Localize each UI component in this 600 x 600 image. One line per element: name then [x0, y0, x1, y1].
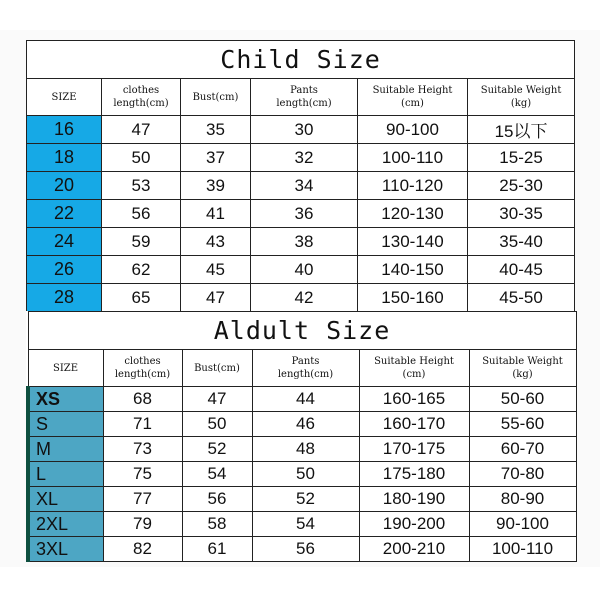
child-size-table: [26, 40, 575, 312]
table-cell: 82: [103, 537, 182, 562]
table-row: [28, 437, 576, 462]
table-cell: 15-25: [468, 144, 575, 172]
table-cell: 40-45: [468, 256, 575, 284]
size-label-cell: 18: [27, 144, 102, 172]
table-cell: 45: [181, 256, 251, 284]
table-cell: 38: [251, 228, 358, 256]
adult-size-title: Aldult Size: [28, 312, 576, 350]
table-cell: 175-180: [359, 462, 469, 487]
size-label-cell: M: [28, 437, 103, 462]
table-cell: 71: [103, 412, 182, 437]
table-cell: 100-110: [358, 144, 468, 172]
table-cell: 73: [103, 437, 182, 462]
adult-size-table: [26, 311, 577, 562]
size-label-cell: XL: [28, 487, 103, 512]
child-header-row: [27, 79, 575, 116]
size-label-cell: 16: [27, 116, 102, 144]
table-cell: 47: [182, 387, 252, 412]
table-cell: 52: [252, 487, 359, 512]
table-cell: 54: [252, 512, 359, 537]
table-cell: 53: [102, 172, 181, 200]
table-row: [27, 228, 575, 256]
size-label-cell: 20: [27, 172, 102, 200]
table-cell: 39: [181, 172, 251, 200]
child-header-3: Pants length(cm): [251, 79, 358, 116]
table-row: [27, 144, 575, 172]
adult-header-3: Pants length(cm): [252, 350, 359, 387]
table-cell: 56: [252, 537, 359, 562]
table-cell: 15以下: [468, 116, 575, 144]
table-row: [27, 116, 575, 144]
adult-header-2: Bust(cm): [182, 350, 252, 387]
table-cell: 80-90: [469, 487, 576, 512]
adult-header-0: SIZE: [28, 350, 103, 387]
table-cell: 35: [181, 116, 251, 144]
table-cell: 140-150: [358, 256, 468, 284]
table-cell: 50-60: [469, 387, 576, 412]
size-label-cell: 28: [27, 284, 102, 312]
table-row: [27, 200, 575, 228]
size-label-cell: 26: [27, 256, 102, 284]
table-cell: 75: [103, 462, 182, 487]
size-label-cell: 3XL: [28, 537, 103, 562]
table-row: [28, 512, 576, 537]
table-cell: 100-110: [469, 537, 576, 562]
table-cell: 41: [181, 200, 251, 228]
size-label-cell: XS: [28, 387, 103, 412]
table-cell: 25-30: [468, 172, 575, 200]
table-cell: 30: [251, 116, 358, 144]
table-cell: 47: [102, 116, 181, 144]
child-header-5: Suitable Weight (kg): [468, 79, 575, 116]
table-cell: 59: [102, 228, 181, 256]
table-cell: 60-70: [469, 437, 576, 462]
table-cell: 79: [103, 512, 182, 537]
table-cell: 44: [252, 387, 359, 412]
table-cell: 200-210: [359, 537, 469, 562]
table-cell: 190-200: [359, 512, 469, 537]
table-cell: 47: [181, 284, 251, 312]
table-cell: 56: [102, 200, 181, 228]
size-label-cell: S: [28, 412, 103, 437]
table-cell: 50: [182, 412, 252, 437]
table-cell: 56: [182, 487, 252, 512]
table-cell: 68: [103, 387, 182, 412]
table-cell: 77: [103, 487, 182, 512]
table-cell: 160-165: [359, 387, 469, 412]
size-label-cell: L: [28, 462, 103, 487]
table-cell: 90-100: [469, 512, 576, 537]
table-cell: 48: [252, 437, 359, 462]
child-header-0: SIZE: [27, 79, 102, 116]
table-cell: 160-170: [359, 412, 469, 437]
adult-header-1: clothes length(cm): [103, 350, 182, 387]
table-cell: 70-80: [469, 462, 576, 487]
table-cell: 46: [252, 412, 359, 437]
table-row: [28, 387, 576, 412]
table-row: [28, 487, 576, 512]
table-cell: 110-120: [358, 172, 468, 200]
table-row: [27, 284, 575, 312]
child-size-title: Child Size: [27, 41, 575, 79]
table-cell: 170-175: [359, 437, 469, 462]
table-cell: 50: [252, 462, 359, 487]
table-cell: 130-140: [358, 228, 468, 256]
table-cell: 32: [251, 144, 358, 172]
table-cell: 150-160: [358, 284, 468, 312]
table-cell: 40: [251, 256, 358, 284]
table-cell: 180-190: [359, 487, 469, 512]
table-row: [28, 412, 576, 437]
table-cell: 45-50: [468, 284, 575, 312]
size-label-cell: 24: [27, 228, 102, 256]
table-cell: 35-40: [468, 228, 575, 256]
child-header-2: Bust(cm): [181, 79, 251, 116]
adult-header-5: Suitable Weight (kg): [469, 350, 576, 387]
table-row: [27, 172, 575, 200]
table-cell: 50: [102, 144, 181, 172]
adult-header-row: [28, 350, 576, 387]
table-cell: 61: [182, 537, 252, 562]
table-cell: 54: [182, 462, 252, 487]
table-cell: 120-130: [358, 200, 468, 228]
table-cell: 62: [102, 256, 181, 284]
table-cell: 55-60: [469, 412, 576, 437]
table-row: [28, 462, 576, 487]
table-cell: 90-100: [358, 116, 468, 144]
child-header-1: clothes length(cm): [102, 79, 181, 116]
table-cell: 37: [181, 144, 251, 172]
table-cell: 34: [251, 172, 358, 200]
table-cell: 58: [182, 512, 252, 537]
table-cell: 52: [182, 437, 252, 462]
table-cell: 36: [251, 200, 358, 228]
adult-header-4: Suitable Height (cm): [359, 350, 469, 387]
size-label-cell: 22: [27, 200, 102, 228]
table-cell: 30-35: [468, 200, 575, 228]
child-header-4: Suitable Height (cm): [358, 79, 468, 116]
size-label-cell: 2XL: [28, 512, 103, 537]
table-row: [27, 256, 575, 284]
table-cell: 43: [181, 228, 251, 256]
table-row: [28, 537, 576, 562]
table-cell: 65: [102, 284, 181, 312]
table-cell: 42: [251, 284, 358, 312]
